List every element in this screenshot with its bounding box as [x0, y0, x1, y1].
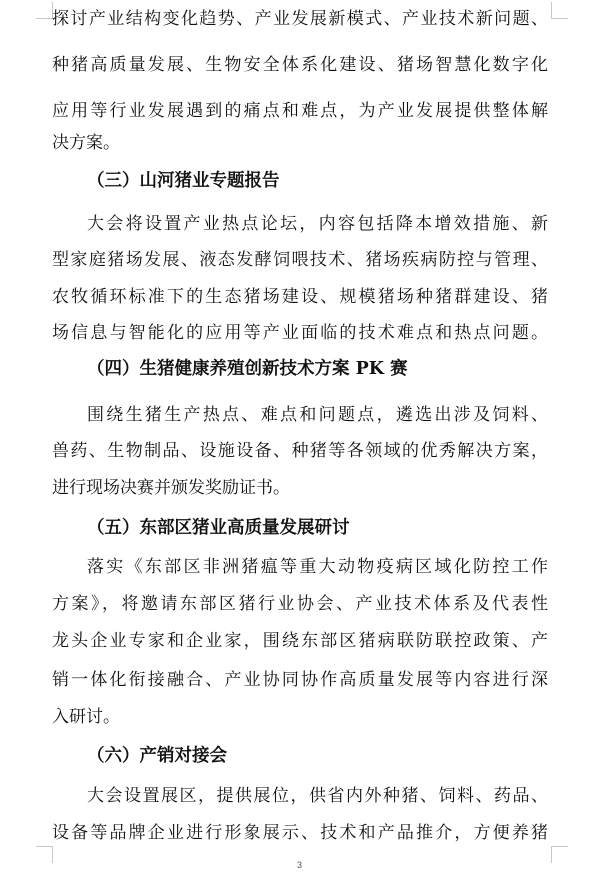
paragraph-line: 设备等品牌企业进行形象展示、技术和产品推介，方便养猪: [52, 823, 548, 843]
paragraph-line: 进行现场决赛并颁发奖励证书。: [52, 478, 290, 498]
paragraph-line: 围绕生猪生产热点、难点和问题点，遴选出涉及饲料、: [87, 405, 548, 425]
paragraph-line: 应用等行业发展遇到的痛点和难点，为产业发展提供整体解: [52, 101, 548, 121]
paragraph-line: 落实《东部区非洲猪瘟等重大动物疫病区域化防控工作: [87, 557, 548, 577]
paragraph-line: 龙头企业专家和企业家，围绕东部区猪病联防联控政策、产: [52, 631, 548, 651]
paragraph-line: 方案》，将邀请东部区猪行业协会、产业技术体系及代表性: [52, 594, 548, 614]
paragraph-line: 销一体化衔接融合、产业协同协作高质量发展等内容进行深: [52, 670, 548, 690]
paragraph-line: 兽药、生物制品、设施设备、种猪等各领域的优秀解决方案，: [52, 441, 548, 461]
paragraph-line: 决方案。: [52, 133, 120, 153]
paragraph-line: 探讨产业结构变化趋势、产业发展新模式、产业技术新问题、: [52, 9, 548, 29]
paragraph-line: 农牧循环标准下的生态猪场建设、规模猪场种猪群建设、猪: [52, 287, 548, 307]
paragraph-line: 种猪高质量发展、生物安全体系化建设、猪场智慧化数字化: [52, 55, 548, 75]
paragraph-line: 入研讨。: [52, 707, 120, 727]
paragraph-line: 大会设置展区，提供展位，供省内外种猪、饲料、药品、: [87, 786, 548, 806]
crop-mark-top-left: [36, 2, 53, 19]
crop-mark-top-right: [551, 2, 568, 19]
section-heading: （六）产销对接会: [87, 746, 227, 766]
paragraph-line: 场信息与智能化的应用等产业面临的技术难点和热点问题。: [52, 323, 548, 343]
page-number: 3: [296, 860, 302, 870]
section-heading: （三）山河猪业专题报告: [87, 171, 280, 191]
paragraph-line: 型家庭猪场发展、液态发酵饲喂技术、猪场疾病防控与管理、: [52, 250, 548, 270]
section-heading: （五）东部区猪业高质量发展研讨: [87, 518, 350, 538]
paragraph-line: 大会将设置产业热点论坛，内容包括降本增效措施、新: [87, 214, 548, 234]
section-heading: （四）生猪健康养殖创新技术方案 PK 赛: [87, 359, 408, 379]
